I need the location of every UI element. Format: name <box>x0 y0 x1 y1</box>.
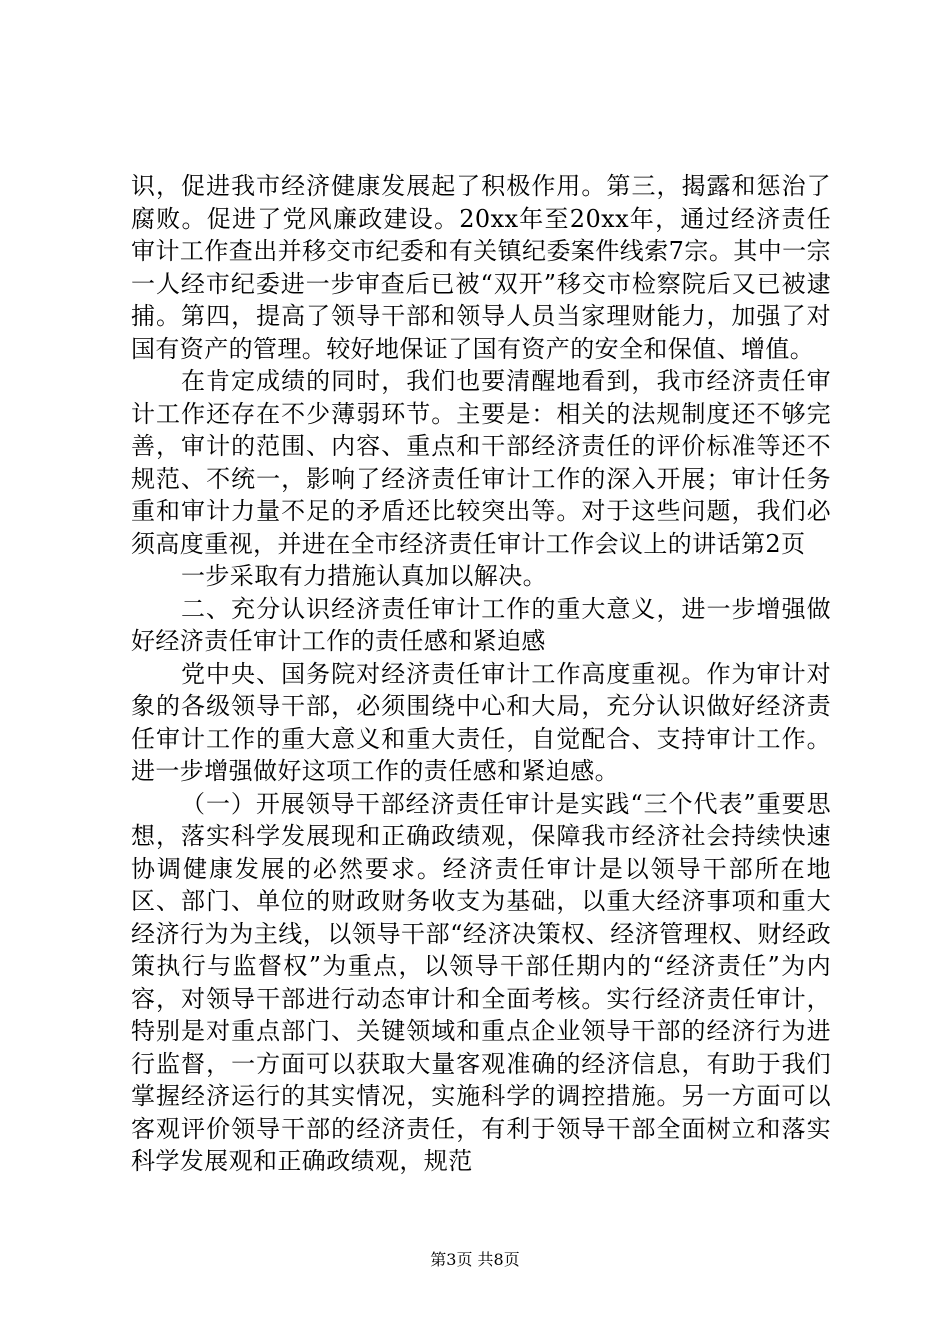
paragraph-1: 识，促进我市经济健康发展起了积极作用。第三，揭露和惩治了腐败。促进了党风廉政建设。20xx年至20xx年，通过经济责任审计工作查出并移交市纪委和有关镇纪委案件线索7宗。其中一宗一人经市纪委进一步审查后已被“双开”移交市检察院后又已被逮捕。第四，提高了领导干部和领导人员当家理财能力，加强了对国有资产的管理。较好地保证了国有资产的安全和保值、增值。 <box>131 172 831 363</box>
paragraph-4: 党中央、国务院对经济责任审计工作高度重视。作为审计对象的各级领导干部，必须围绕中心和大局，充分认识做好经济责任审计工作的重大意义和重大责任，自觉配合、支持审计工作。进一步增强做好这项工作的责任感和紧迫感。 <box>131 659 831 785</box>
paragraph-3: 一步采取有力措施认真加以解决。 <box>181 562 547 590</box>
paragraph-5: （一）开展领导干部经济责任审计是实践“三个代表”重要思想，落实科学发展现和正确政绩观，保障我市经济社会持续快速协调健康发展的必然要求。经济责任审计是以领导干部所在地区、部门、单位的财政财务收支为基础，以重大经济事项和重大经济行为为主线，以领导干部“经济决策权、经济管理权、财经政策执行与监督权”为重点，以领导干部任期内的“经济责任”为内容，对领导干部进行动态审计和全面考核。实行经济责任审计，特别是对重点部门、关键领域和重点企业领导干部的经济行为进行监督，一方面可以获取大量客观准确的经济信息，有助于我们掌握经济运行的其实情况，实施科学的调控措施。另一方面可以客观评价领导干部的经济责任，有利于领导干部全面树立和落实科学发展观和正确政绩观，规范 <box>131 789 831 1175</box>
paragraph-2: 在肯定成绩的同时，我们也要清醒地看到，我市经济责任审计工作还存在不少薄弱环节。主要是：相关的法规制度还不够完善，审计的范围、内容、重点和干部经济责任的评价标准等还不规范、不统一，影响了经济责任审计工作的深入开展；审计任务重和审计力量不足的矛盾还比较突出等。对于这些问题，我们必须高度重视，并进在全市经济责任审计工作会议上的讲话第2页 <box>131 367 831 558</box>
section-heading-2: 二、充分认识经济责任审计工作的重大意义，进一步增强做好经济责任审计工作的责任感和紧迫感 <box>131 594 831 655</box>
document-body <box>131 170 831 1178</box>
page-footer: 第3页 共8页 <box>430 1250 520 1269</box>
